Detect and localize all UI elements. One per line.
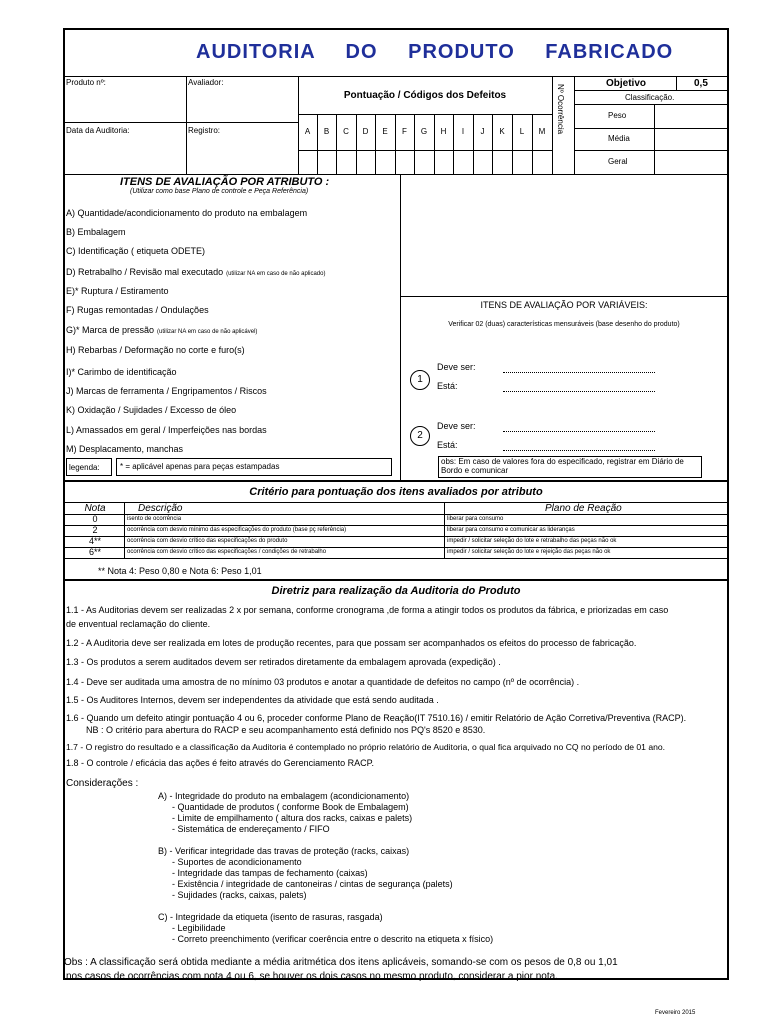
attribute-item — [66, 381, 270, 399]
deve-ser-label-2: Deve ser: — [437, 421, 476, 431]
col-nota: Nota — [84, 503, 106, 514]
guideline-1-8: 1.8 - O controle / eficácia das ações é feito através do Gerenciamento RACP. — [66, 758, 374, 768]
guideline-1-3: 1.3 - Os produtos a serem auditados devem ser retirados diretamente da embalagem aprovada (expedição) . — [66, 657, 501, 667]
criteria-descricao: ocorrência com desvio mínimo das especificações do produto (base pç referência) — [127, 527, 347, 533]
divider — [574, 90, 728, 91]
criteria-title: Critério para pontuação dos itens avaliados por atributo — [249, 486, 543, 498]
criteria-col-divider — [124, 502, 125, 558]
consideracao-item: - Integridade das tampas de fechamento (caixas) — [172, 868, 368, 878]
page-title: AUDITORIA DO PRODUTO FABRICADO — [196, 41, 674, 63]
consideracao-item: - Legibilidade — [172, 923, 226, 933]
criteria-descricao: isento de ocorrência — [127, 516, 182, 522]
attribute-item — [66, 362, 180, 380]
divider — [64, 480, 728, 482]
consideracao-item: - Quantidade de produtos ( conforme Book de Embalagem) — [172, 802, 409, 812]
consideracao-item: - Existência / integridade de cantoneiras / cintas de segurança (palets) — [172, 879, 453, 889]
criteria-row-divider — [64, 525, 728, 526]
obs-line-2: nos casos de ocorrências com nota 4 ou 6, se houver os dois casos no mesmo produto, considerar a pior nota. — [66, 971, 558, 982]
attributes-title: ITENS DE AVALIAÇÃO POR ATRIBUTO : — [120, 176, 330, 188]
criteria-row-divider — [64, 514, 728, 515]
code-col-divider — [492, 114, 493, 174]
attribute-item-text: E)* Ruptura / Estiramento — [66, 286, 169, 296]
attribute-item — [66, 420, 270, 438]
divider — [574, 150, 728, 151]
consideracao-item: - Sujidades (racks, caixas, palets) — [172, 890, 307, 900]
consideracao-item: - Correto preenchimento (verificar coerência entre o descrito na etiqueta x físico) — [172, 934, 494, 944]
divider — [64, 579, 728, 581]
attribute-item-text: C) Identificação ( etiqueta ODETE) — [66, 246, 206, 256]
criteria-reacao: impedir / solicitar seleção do lote e retrabalho das peças não ok — [447, 538, 617, 544]
criteria-col-divider — [444, 502, 445, 558]
defect-code-g: G — [420, 127, 428, 136]
attribute-item — [66, 222, 129, 240]
defect-code-k: K — [499, 127, 505, 136]
criteria-row-divider — [64, 536, 728, 537]
defect-code-f: F — [402, 127, 407, 136]
attribute-item — [66, 439, 186, 457]
code-col-divider — [375, 114, 376, 174]
legend-label: legenda: — [69, 463, 100, 472]
variables-obs: obs: Em caso de valores fora do especificado, registrar em Diário de Bordo e comunicar — [441, 457, 684, 475]
consideracao-item: - Sistemática de endereçamento / FIFO — [172, 824, 330, 834]
defect-code-h: H — [440, 127, 447, 136]
legend-text: * = aplicável apenas para peças estampadas — [120, 462, 280, 471]
code-col-divider — [414, 114, 415, 174]
attribute-item-text: H) Rebarbas / Deformação no corte e furo(s) — [66, 345, 245, 355]
guideline-1-6-nb: NB : O critério para abertura do RACP e seu acompanhamento está definido nos PQ's 8520 e 8530. — [86, 725, 486, 735]
deve-ser-field-1[interactable] — [503, 372, 655, 373]
criteria-nota: 0 — [92, 514, 98, 524]
attributes-subtitle: (Utilizar como base Plano de controle e Peça Referência) — [130, 188, 309, 195]
attribute-item — [66, 203, 310, 221]
divider — [574, 128, 728, 129]
code-col-divider — [317, 114, 318, 174]
guideline-1-1: 1.1 - As Auditorias devem ser realizadas 2 x por semana, conforme cronograma ,de forma a atingir todos os produtos da fábrica, e priorizadas em caso — [66, 605, 669, 615]
guideline-1-1-cont: de enventual reclamação do cliente. — [66, 619, 211, 629]
consideracao-item: - Suportes de acondicionamento — [172, 857, 302, 867]
divider — [400, 296, 728, 297]
defect-code-d: D — [362, 127, 369, 136]
consideracao-item: - Limite de empilhamento ( altura dos racks, caixas e palets) — [172, 813, 413, 823]
esta-field-2[interactable] — [503, 450, 655, 451]
esta-field-1[interactable] — [503, 391, 655, 392]
attribute-item — [66, 241, 208, 259]
attribute-item-text: K) Oxidação / Sujidades / Excesso de óleo — [66, 405, 237, 415]
consideracoes-label: Considerações : — [66, 778, 139, 789]
obs-line-1: Obs : A classificação será obtida mediante a média aritmética dos itens aplicáveis, somando-se com os pesos de 0,8 ou 1,01 — [64, 957, 618, 968]
divider — [64, 174, 728, 175]
criteria-nota: 6** — [88, 547, 101, 557]
code-col-divider — [434, 114, 435, 174]
attribute-item — [66, 300, 212, 318]
code-col-divider — [336, 114, 337, 174]
attribute-item-text: B) Embalagem — [66, 227, 126, 237]
attribute-item — [66, 400, 239, 418]
geral-label: Geral — [608, 157, 628, 166]
variables-title: ITENS DE AVALIAÇÃO POR VARIÁVEIS: — [480, 300, 648, 310]
deve-ser-field-2[interactable] — [503, 431, 655, 432]
guideline-title: Diretriz para realização da Auditoria do Produto — [271, 585, 521, 597]
criteria-descricao: ocorrência com desvio crítico das especificações / condições de retrabalho — [127, 549, 327, 555]
esta-label-2: Está: — [437, 440, 458, 450]
code-col-divider — [395, 114, 396, 174]
consideracao-item: A) - Integridade do produto na embalagem (acondicionamento) — [158, 791, 410, 801]
code-col-divider — [473, 114, 474, 174]
measurement-2-number: 2 — [410, 426, 430, 446]
guideline-1-2: 1.2 - A Auditoria deve ser realizada em lotes de produção recentes, para que possam ser acompanhados os efeitos do processo de fabricação. — [66, 638, 637, 648]
criteria-nota: 2 — [92, 525, 98, 535]
guideline-1-4: 1.4 - Deve ser auditada uma amostra de no mínimo 03 produtos e anotar a quantidade de defeitos no campo (nº de ocorrência) . — [66, 677, 580, 687]
defect-code-i: I — [461, 127, 465, 136]
attribute-item-note: (utilizar NA em caso de não aplicável) — [157, 329, 258, 335]
code-col-divider — [453, 114, 454, 174]
criteria-footnote: ** Nota 4: Peso 0,80 e Nota 6: Peso 1,01 — [98, 566, 262, 576]
attribute-item-note: (utilizar NA em caso de não aplicado) — [226, 271, 326, 277]
guideline-1-6: 1.6 - Quando um defeito atingir pontuação 4 ou 6, proceder conforme Plano de Reação(IT 7510.16) / emitir Relatório de Ação Corretiva/Preventiva (RACP). — [66, 713, 687, 723]
objetivo-label: Objetivo — [606, 78, 647, 89]
classificacao-label: Classificação. — [625, 93, 675, 102]
criteria-row-divider — [64, 547, 728, 548]
attribute-item-text: M) Desplacamento, manchas — [66, 444, 184, 454]
data-label: Data da Auditoria: — [66, 126, 130, 135]
esta-label-1: Está: — [437, 381, 458, 391]
defect-code-e: E — [382, 127, 388, 136]
attribute-item-text: L) Amassados em geral / Imperfeições nas bordas — [66, 425, 267, 435]
attribute-item — [66, 262, 325, 280]
guideline-1-7: 1.7 - O registro do resultado e a classificação da Auditoria é contemplado no próprio relatório de Auditoria, o qual fica arquivado no CQ no período de 01 ano. — [66, 742, 666, 752]
defect-code-j: J — [480, 127, 485, 136]
defect-code-l: L — [519, 127, 525, 136]
divider — [64, 76, 728, 77]
criteria-reacao: impedir / solicitar seleção do lote e rejeição das peças não ok — [447, 549, 611, 555]
attribute-item — [66, 281, 172, 299]
divider — [574, 104, 728, 105]
avaliador-label: Avaliador: — [188, 78, 224, 87]
attribute-item-text: J) Marcas de ferramenta / Engripamentos / Riscos — [66, 386, 267, 396]
criteria-row-divider — [64, 558, 728, 559]
ocorrencia-label: Nº Ocorrência — [556, 84, 565, 135]
col-reacao: Plano de Reação — [545, 503, 622, 514]
registro-label: Registro: — [188, 126, 221, 135]
defect-code-a: A — [304, 127, 311, 136]
attribute-item-text: G)* Marca de pressão — [66, 325, 155, 335]
peso-label: Peso — [608, 111, 627, 120]
consideracao-item: C) - Integridade da etiqueta (isento de rasuras, rasgada) — [158, 912, 383, 922]
divider — [654, 104, 655, 174]
media-label: Média — [608, 134, 630, 143]
code-col-divider — [532, 114, 533, 174]
attribute-item-text: A) Quantidade/acondicionamento do produto na embalagem — [66, 208, 308, 218]
criteria-reacao: liberar para consumo — [447, 516, 504, 522]
divider — [186, 76, 187, 174]
footer-date: Fevereiro 2015 — [655, 1010, 696, 1016]
defect-code-b: B — [323, 127, 330, 136]
divider — [64, 122, 298, 123]
objetivo-value: 0,5 — [694, 78, 708, 89]
consideracao-item: B) - Verificar integridade das travas de proteção (racks, caixas) — [158, 846, 410, 856]
defect-code-m: M — [538, 127, 546, 136]
divider — [552, 76, 553, 174]
attribute-item-text: D) Retrabalho / Revisão mal executado — [66, 267, 224, 277]
guideline-1-5: 1.5 - Os Auditores Internos, devem ser independentes da atividade que está sendo auditada . — [66, 695, 439, 705]
criteria-reacao: liberar para consumo e comunicar as lideranças — [447, 527, 575, 533]
code-col-divider — [356, 114, 357, 174]
criteria-descricao: ocorrência com desvio crítico das especificações do produto — [127, 538, 288, 544]
produto-label: Produto nº: — [66, 78, 106, 87]
attribute-item-text: I)* Carimbo de identificação — [66, 367, 177, 377]
divider — [676, 76, 677, 90]
code-col-divider — [512, 114, 513, 174]
variables-subtitle: Verificar 02 (duas) características mensuráveis (base desenho do produto) — [448, 321, 680, 328]
attribute-item-text: F) Rugas remontadas / Ondulações — [66, 305, 209, 315]
defect-code-c: C — [343, 127, 349, 136]
measurement-1-number: 1 — [410, 370, 430, 390]
pontuacao-label: Pontuação / Códigos dos Defeitos — [343, 90, 507, 101]
criteria-nota: 4** — [88, 536, 101, 546]
attribute-item — [66, 320, 257, 338]
col-descricao: Descrição — [138, 503, 183, 514]
attribute-item — [66, 340, 248, 358]
deve-ser-label-1: Deve ser: — [437, 362, 476, 372]
